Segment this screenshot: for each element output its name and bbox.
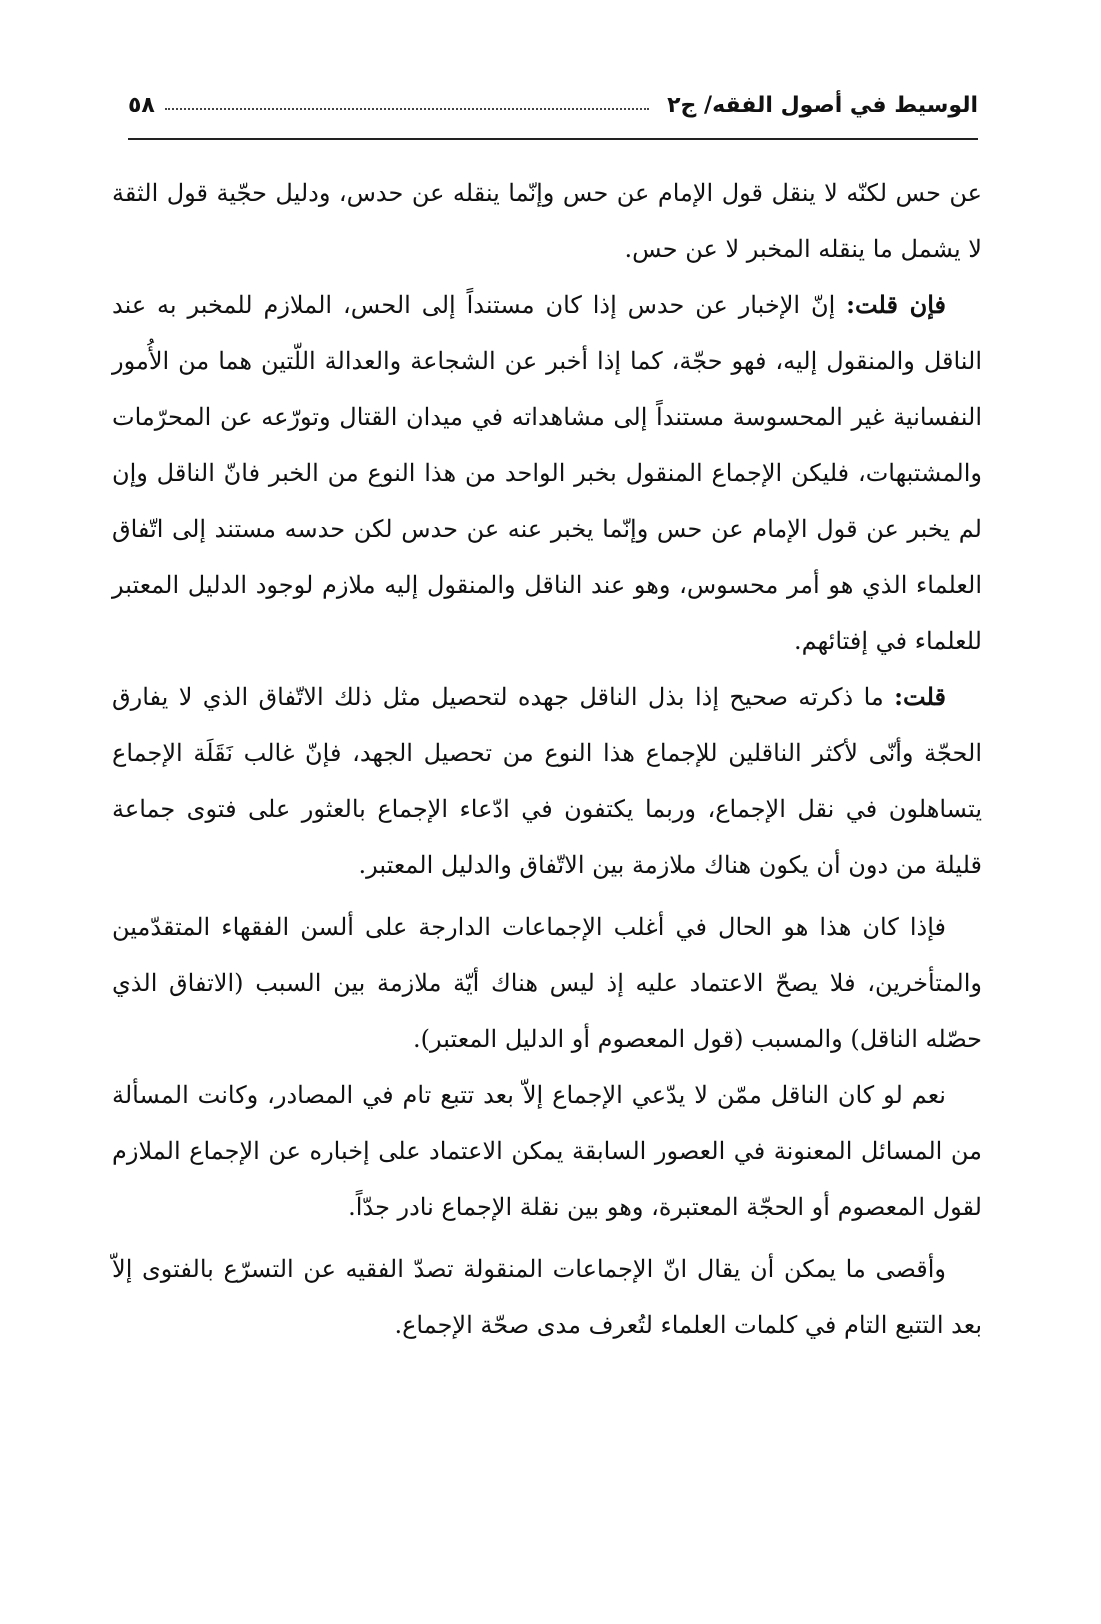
paragraph-6-text: وأقصى ما يمكن أن يقال انّ الإجماعات المنقولة تصدّ الفقيه عن التسرّع بالفتوى إلاّ بعد التتبع التام في كلمات العلماء لتُعرف مدى صحّة الإجماع. xyxy=(112,1255,982,1339)
page-number: ٥٨ xyxy=(128,93,155,118)
running-title: الوسيط في أصول الفقه/ ج٢ xyxy=(667,93,978,118)
paragraph-3-lead: قلت: xyxy=(894,682,946,711)
header-rule xyxy=(128,138,978,140)
paragraph-1-text: عن حس لكنّه لا ينقل قول الإمام عن حس وإنّما ينقله عن حدس، ودليل حجّية قول الثقة لا يشمل ما ينقله المخبر لا عن حس. xyxy=(112,179,982,263)
paragraph-3-text: ما ذكرته صحيح إذا بذل الناقل جهده لتحصيل مثل ذلك الاتّفاق الذي لا يفارق الحجّة وأنّى لأكثر الناقلين للإجماع هذا النوع من تحصيل الجهد، فإنّ غالب نَقَلَة الإجماع يتساهلون في نقل الإجماع، وربما يكتفون في ادّعاء الإجماع بالعثور على فتوى جماعة قليلة من دون أن يكون هناك ملازمة بين الاتّفاق والدليل المعتبر. xyxy=(112,683,982,879)
paragraph-5-text: نعم لو كان الناقل ممّن لا يدّعي الإجماع إلاّ بعد تتبع تام في المصادر، وكانت المسألة من المسائل المعنونة في العصور السابقة يمكن الاعتماد على إخباره عن الإجماع الملازم لقول المعصوم أو الحجّة المعتبرة، وهو بين نقلة الإجماع نادر جدّاً. xyxy=(112,1081,982,1221)
paragraph-3 xyxy=(112,669,982,893)
paragraph-2-lead: فإن قلت: xyxy=(846,290,946,319)
paragraph-5 xyxy=(112,1067,982,1235)
page-header xyxy=(128,78,978,118)
paragraph-4-text: فإذا كان هذا هو الحال في أغلب الإجماعات الدارجة على ألسن الفقهاء المتقدّمين والمتأخرين، فلا يصحّ الاعتماد عليه إذ ليس هناك أيّة ملازمة بين السبب (الاتفاق الذي حصّله الناقل) والمسبب (قول المعصوم أو الدليل المعتبر). xyxy=(112,913,982,1053)
paragraph-6 xyxy=(112,1241,982,1353)
paragraph-2-text: إنّ الإخبار عن حدس إذا كان مستنداً إلى الحس، الملازم للمخبر به عند الناقل والمنقول إليه، فهو حجّة، كما إذا أخبر عن الشجاعة والعدالة اللّتين هما من الأُمور النفسانية غير المحسوسة مستنداً إلى مشاهداته في ميدان القتال وتورّعه عن المحرّمات والمشتبهات، فليكن الإجماع المنقول بخبر الواحد من هذا النوع من الخبر فانّ الناقل وإن لم يخبر عن قول الإمام عن حس وإنّما يخبر عنه عن حدس لكن حدسه مستند إلى اتّفاق العلماء الذي هو أمر محسوس، وهو عند الناقل والمنقول إليه ملازم لوجود الدليل المعتبر للعلماء في إفتائهم. xyxy=(112,291,982,655)
paragraph-4 xyxy=(112,899,982,1067)
body-text xyxy=(112,165,982,1353)
paragraph-1 xyxy=(112,165,982,277)
paragraph-2 xyxy=(112,277,982,669)
header-dotted-leader xyxy=(165,108,649,110)
